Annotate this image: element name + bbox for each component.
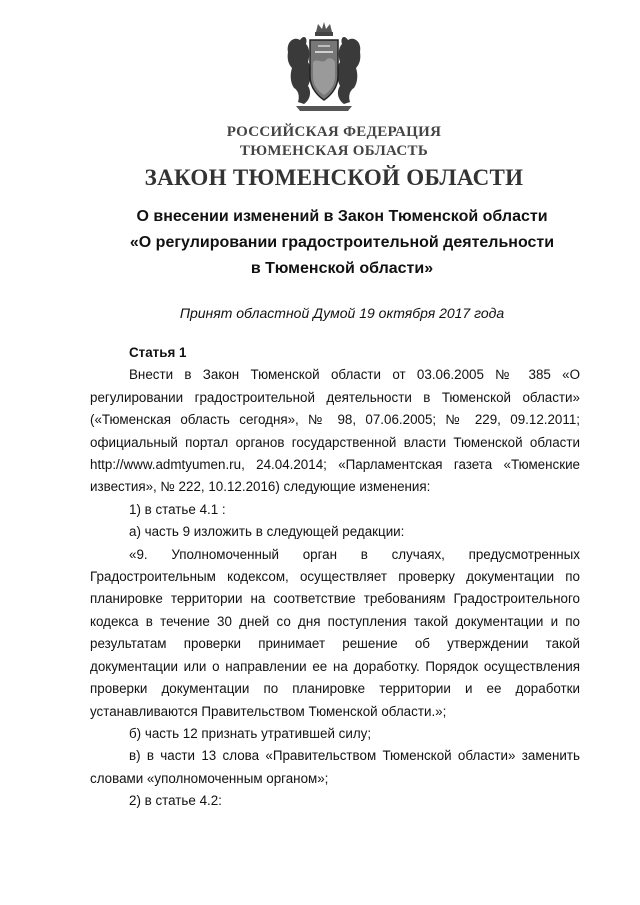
adoption-note: Принят областной Думой 19 октября 2017 года [179,305,505,321]
paragraph: «9. Уполномоченный орган в случаях, предусмотренных Градостроительным кодексом, осуществляет проверку документации по планировке территории на соответствие требованиям Градостроительного кодекса в течение 30 дней со дня поступления такой документации и по результатам проверки принимает решение об утверждении такой документации или о направлении ее на доработку. Порядок осуществления проверки документации по планировке территории и ее доработки устанавливаются Правительством Тюменской области.»; [90,546,580,719]
paragraph: 2) в статье 4.2: [129,793,222,809]
subject-line: О внесении изменений в Закон Тюменской области [136,208,548,225]
paragraph: в) в части 13 слова «Правительством Тюменской области» заменить словами «уполномоченным органом»; [90,748,580,786]
law-subject [90,204,594,282]
article-body [90,342,580,813]
header-country: РОССИЙСКАЯ ФЕДЕРАЦИЯ [226,124,442,140]
header-region: ТЮМЕНСКАЯ ОБЛАСТЬ [239,143,429,159]
coat-of-arms-icon [282,22,366,112]
subject-line: в Тюменской области» [250,260,434,277]
paragraph: 1) в статье 4.1 : [129,501,226,517]
subject-line: «О регулировании градостроительной деятельности [129,234,555,251]
article-heading: Статья 1 [129,345,187,360]
paragraph: б) часть 12 признать утратившей силу; [129,725,372,741]
law-title: ЗАКОН ТЮМЕНСКОЙ ОБЛАСТИ [144,165,524,190]
paragraph: а) часть 9 изложить в следующей редакции: [129,524,405,540]
paragraph: Внести в Закон Тюменской области от 03.06.2005 № 385 «О регулировании градостроительной деятельности в Тюменской области» («Тюменская область сегодня», № 98, 07.06.2005; № 229, 09.12.2011; официальный портал органов государственной власти Тюменской области http://www.admtyumen.ru, 24.04.2014; «Парламентская газета «Тюменские известия», № 222, 10.12.2016) следующие изменения: [90,367,580,495]
